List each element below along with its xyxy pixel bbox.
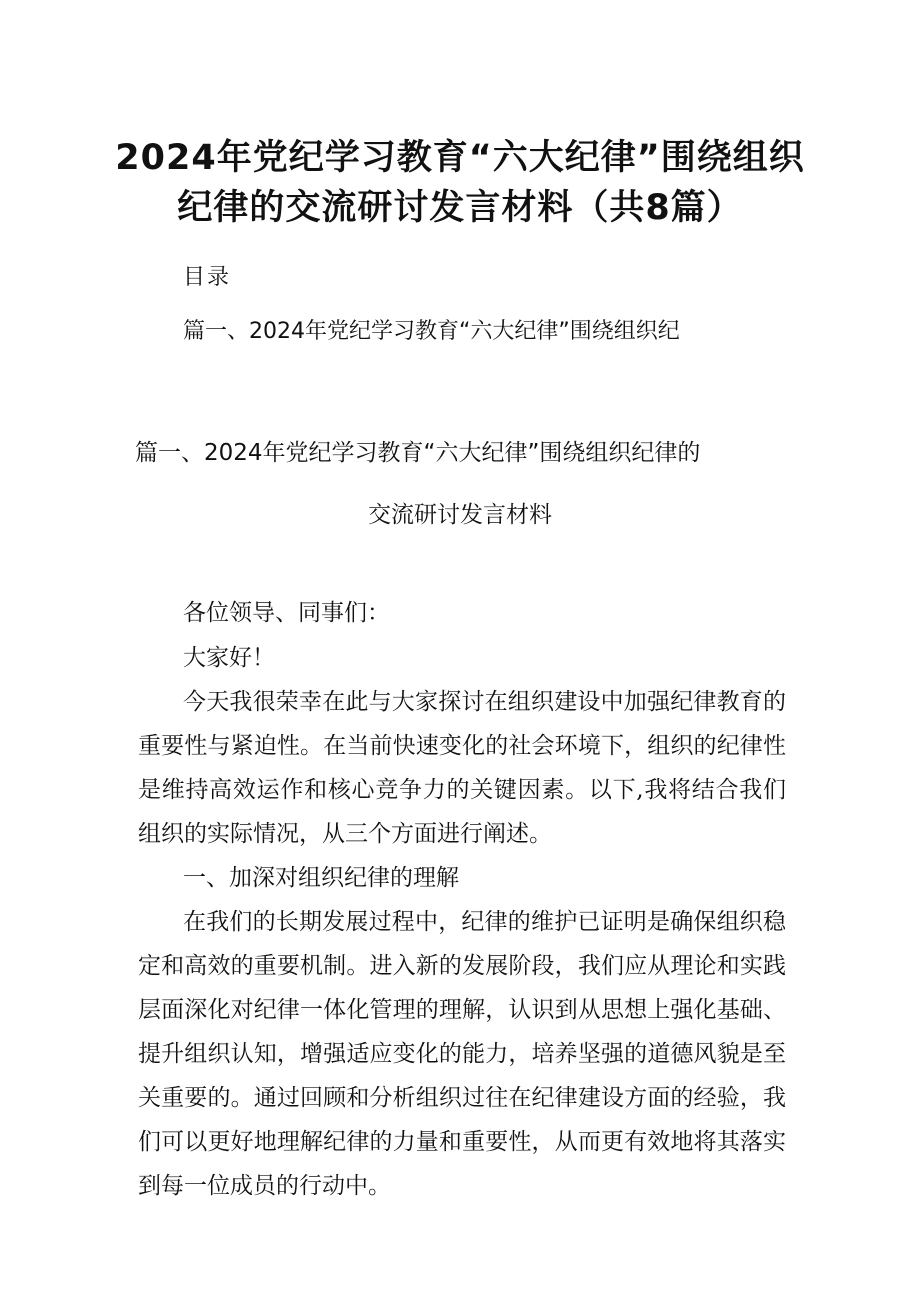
paragraph-2-line-4: 提升组织认知，增强适应变化的能力，培养坚强的道德风貌是至 [138,1041,786,1067]
subheading-1: 一、加深对组织纪律的理解 [183,865,459,891]
document-title-line-1: 2024年党纪学习教育“六大纪律”围绕组织 [115,138,805,178]
paragraph-1-line-2: 重要性与紧迫性。在当前快速变化的社会环境下，组织的纪律性 [138,733,786,759]
section-title-line-2: 交流研讨发言材料 [368,502,552,528]
paragraph-1-line-1: 今天我很荣幸在此与大家探讨在组织建设中加强纪律教育的 [183,689,786,715]
paragraph-2-line-7: 到每一位成员的行动中。 [138,1173,391,1199]
salutation: 各位领导、同事们： [183,600,390,626]
paragraph-1-line-3: 是维持高效运作和核心竞争力的关键因素。以下,我将结合我们 [138,777,786,803]
section-title-line-1: 篇一、2024年党纪学习教育“六大纪律”围绕组织纪律的 [135,440,701,466]
paragraph-2-line-2: 定和高效的重要机制。进入新的发展阶段，我们应从理论和实践 [138,953,786,979]
paragraph-1-line-4: 组织的实际情况，从三个方面进行阐述。 [138,821,552,847]
paragraph-2-line-6: 们可以更好地理解纪律的力量和重要性，从而更有效地将其落实 [138,1129,786,1155]
toc-item[interactable]: 篇一、2024年党纪学习教育“六大纪律”围绕组织纪 [183,319,680,344]
paragraph-2-line-1: 在我们的长期发展过程中，纪律的维护已证明是确保组织稳 [183,909,786,935]
paragraph-2-line-5: 关重要的。通过回顾和分析组织过往在纪律建设方面的经验，我 [138,1085,786,1111]
paragraph-2-line-3: 层面深化对纪律一体化管理的理解，认识到从思想上强化基础、 [138,997,786,1023]
greeting: 大家好！ [183,645,275,671]
toc-label: 目录 [183,265,232,290]
document-title-line-2: 纪律的交流研讨发言材料（共8篇） [177,188,743,228]
